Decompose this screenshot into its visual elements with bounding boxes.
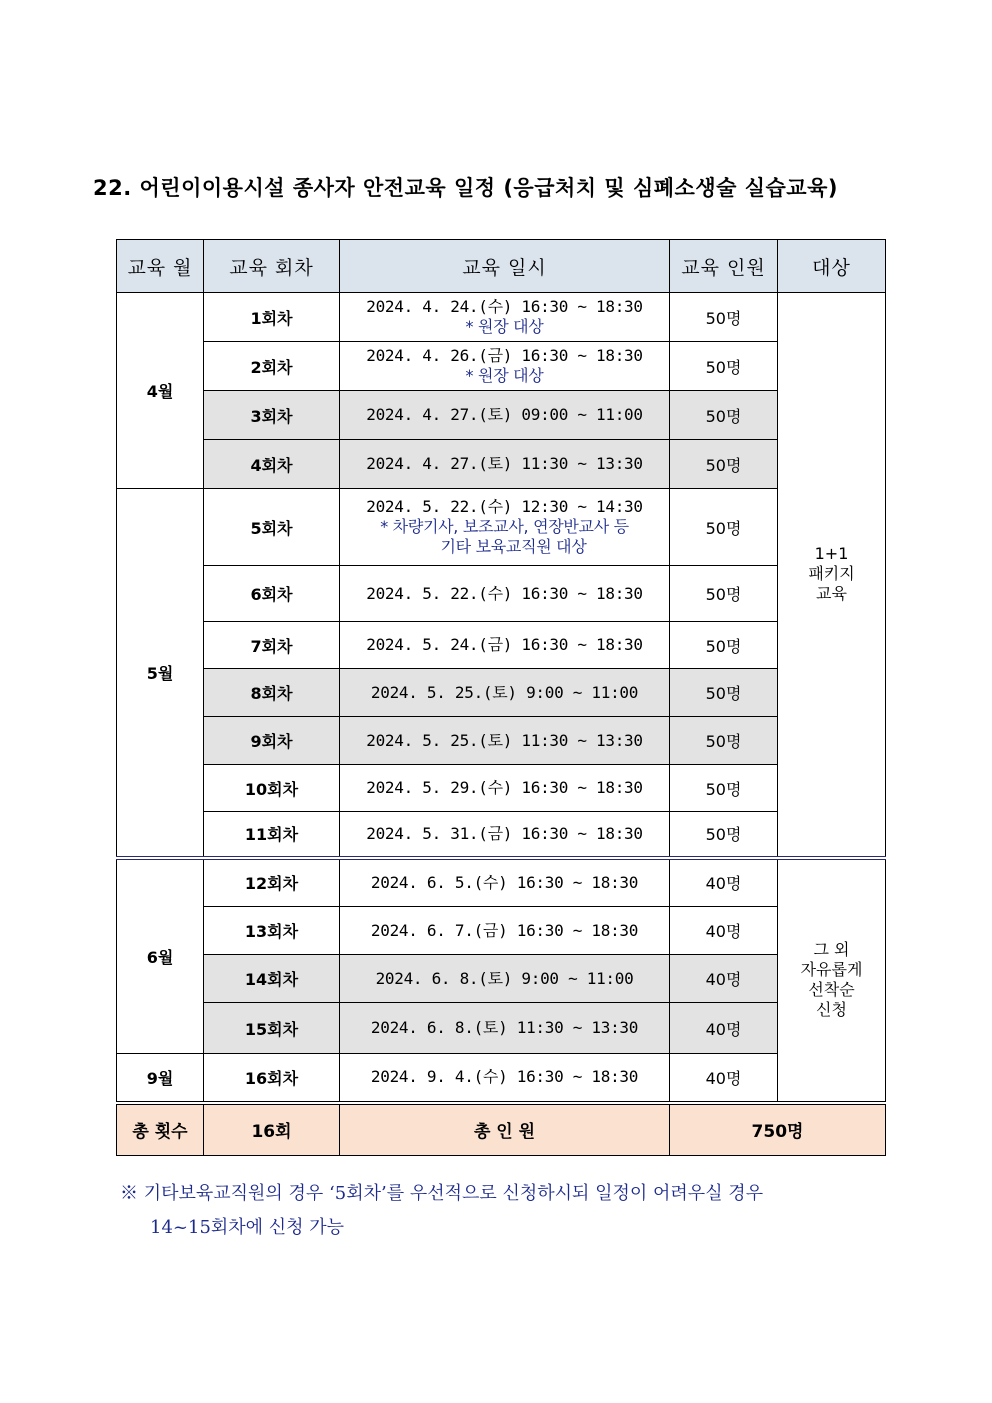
month-cell-sep: 9월 [117, 1054, 204, 1103]
capacity-cell: 40명 [670, 1054, 778, 1103]
capacity-cell: 50명 [670, 391, 778, 440]
footnote [120, 1177, 890, 1245]
target-line: 신청 [816, 1000, 847, 1019]
table-row [117, 765, 886, 812]
table-row [117, 717, 886, 765]
total-people-label: 총 인 원 [340, 1103, 670, 1156]
round-cell: 8회차 [204, 669, 340, 717]
table-row [117, 669, 886, 717]
date-cell: 2024. 6. 7.(금) 16:30 ~ 18:30 [340, 907, 670, 955]
round-cell: 2회차 [204, 342, 340, 391]
target-line: 선착순 [808, 980, 855, 999]
round-cell: 6회차 [204, 566, 340, 622]
capacity-cell: 50명 [670, 293, 778, 342]
date-cell [340, 342, 670, 391]
table-row [117, 293, 886, 342]
date-cell: 2024. 6. 8.(토) 9:00 ~ 11:00 [340, 955, 670, 1003]
header-target: 대상 [778, 240, 886, 293]
table-row [117, 858, 886, 907]
round-cell: 12회차 [204, 858, 340, 907]
date-note: 기타 보육교직원 대상 [440, 537, 587, 556]
target-line: 패키지 [808, 564, 855, 584]
capacity-cell: 50명 [670, 489, 778, 566]
month-cell-apr: 4월 [117, 293, 204, 489]
date-cell: 2024. 4. 27.(토) 09:00 ~ 11:00 [340, 391, 670, 440]
table-header-row [117, 240, 886, 293]
capacity-cell: 50명 [670, 622, 778, 669]
round-cell: 3회차 [204, 391, 340, 440]
date-cell: 2024. 9. 4.(수) 16:30 ~ 18:30 [340, 1054, 670, 1103]
date-cell: 2024. 6. 8.(토) 11:30 ~ 13:30 [340, 1003, 670, 1054]
round-cell: 11회차 [204, 812, 340, 858]
capacity-cell: 40명 [670, 907, 778, 955]
table-row [117, 391, 886, 440]
capacity-cell: 40명 [670, 955, 778, 1003]
total-row [117, 1103, 886, 1156]
date-text: 2024. 5. 22.(수) 12:30 ~ 14:30 [366, 497, 643, 516]
date-cell [340, 293, 670, 342]
table-row [117, 907, 886, 955]
header-round: 교육 회차 [204, 240, 340, 293]
capacity-cell: 50명 [670, 812, 778, 858]
round-cell: 16회차 [204, 1054, 340, 1103]
date-cell: 2024. 5. 29.(수) 16:30 ~ 18:30 [340, 765, 670, 812]
schedule-table [116, 239, 886, 1156]
target-line: 그 외 [813, 940, 850, 959]
round-cell: 7회차 [204, 622, 340, 669]
capacity-cell: 40명 [670, 858, 778, 907]
date-cell: 2024. 5. 25.(토) 9:00 ~ 11:00 [340, 669, 670, 717]
date-text: 2024. 4. 26.(금) 16:30 ~ 18:30 [366, 346, 643, 365]
date-note: * 원장 대상 [465, 366, 544, 385]
table-row [117, 489, 886, 566]
date-note: * 차량기사, 보조교사, 연장반교사 등 [380, 517, 629, 536]
footnote-line: ※ 기타보육교직원의 경우 ‘5회차’를 우선적으로 신청하시되 일정이 어려우실 경우 [120, 1183, 764, 1204]
month-cell-jun: 6월 [117, 858, 204, 1054]
target-line: 자유롭게 [800, 960, 863, 979]
target-cell-other [778, 858, 886, 1103]
table-row [117, 342, 886, 391]
date-cell: 2024. 5. 31.(금) 16:30 ~ 18:30 [340, 812, 670, 858]
page-title: 22. 어린이이용시설 종사자 안전교육 일정 (응급처치 및 심폐소생술 실습교육) [93, 176, 838, 200]
table-row [117, 566, 886, 622]
round-cell: 4회차 [204, 440, 340, 489]
total-rounds-value: 16회 [204, 1103, 340, 1156]
table-row [117, 1054, 886, 1103]
capacity-cell: 50명 [670, 765, 778, 812]
capacity-cell: 50명 [670, 342, 778, 391]
header-datetime: 교육 일시 [340, 240, 670, 293]
date-cell [340, 489, 670, 566]
date-cell: 2024. 5. 24.(금) 16:30 ~ 18:30 [340, 622, 670, 669]
date-cell: 2024. 4. 27.(토) 11:30 ~ 13:30 [340, 440, 670, 489]
target-cell-package [778, 293, 886, 858]
round-cell: 9회차 [204, 717, 340, 765]
capacity-cell: 40명 [670, 1003, 778, 1054]
round-cell: 15회차 [204, 1003, 340, 1054]
month-cell-may: 5월 [117, 489, 204, 858]
total-rounds-label: 총 횟수 [117, 1103, 204, 1156]
date-cell: 2024. 5. 25.(토) 11:30 ~ 13:30 [340, 717, 670, 765]
table-row [117, 1003, 886, 1054]
round-cell: 14회차 [204, 955, 340, 1003]
capacity-cell: 50명 [670, 669, 778, 717]
date-text: 2024. 4. 24.(수) 16:30 ~ 18:30 [366, 297, 643, 316]
round-cell: 1회차 [204, 293, 340, 342]
table-row [117, 955, 886, 1003]
header-month: 교육 월 [117, 240, 204, 293]
round-cell: 13회차 [204, 907, 340, 955]
table-row [117, 622, 886, 669]
round-cell: 10회차 [204, 765, 340, 812]
date-note: * 원장 대상 [465, 317, 544, 336]
round-cell: 5회차 [204, 489, 340, 566]
target-line: 1+1 [814, 544, 849, 564]
target-line: 교육 [816, 584, 847, 604]
capacity-cell: 50명 [670, 440, 778, 489]
table-row [117, 812, 886, 858]
capacity-cell: 50명 [670, 717, 778, 765]
table-row [117, 440, 886, 489]
total-people-value: 750명 [670, 1103, 886, 1156]
date-cell: 2024. 5. 22.(수) 16:30 ~ 18:30 [340, 566, 670, 622]
footnote-line: 14~15회차에 신청 가능 [150, 1217, 345, 1238]
header-capacity: 교육 인원 [670, 240, 778, 293]
capacity-cell: 50명 [670, 566, 778, 622]
date-cell: 2024. 6. 5.(수) 16:30 ~ 18:30 [340, 858, 670, 907]
